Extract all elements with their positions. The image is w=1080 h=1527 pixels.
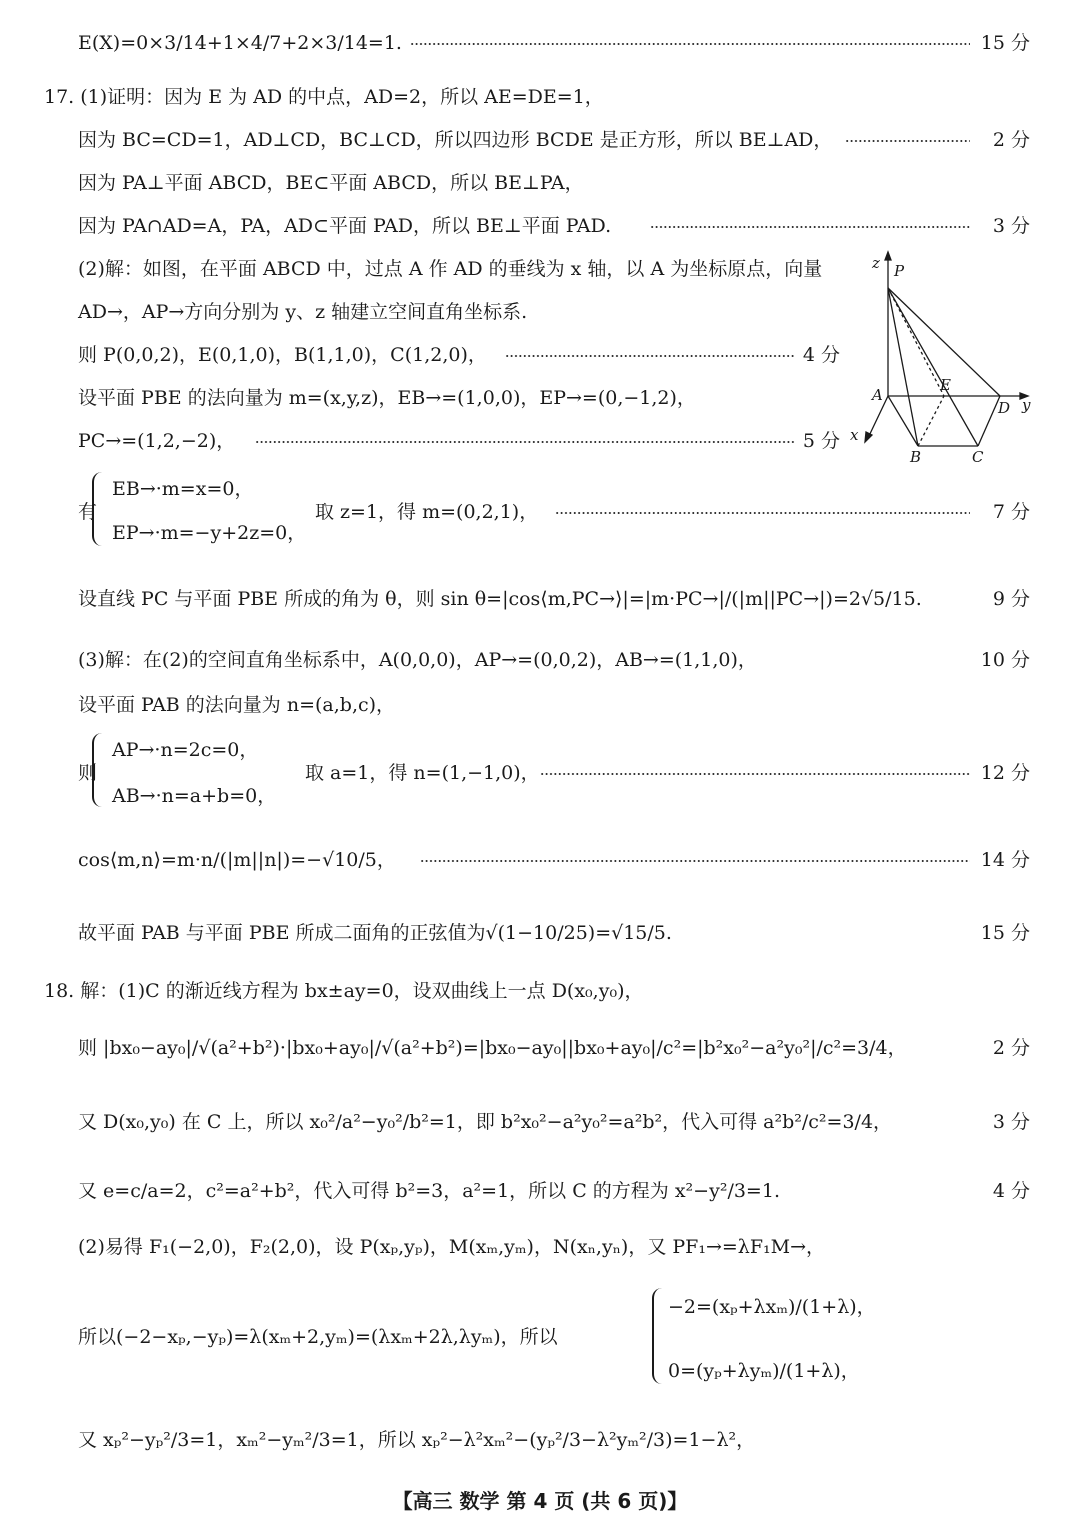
- leader-dots: [505, 355, 795, 357]
- brace: [92, 733, 108, 807]
- system-row: 0=(yₚ+λyₘ)/(1+λ)，: [668, 1360, 860, 1382]
- system-row: EB→·m=x=0，: [112, 478, 254, 500]
- edge-cd: [978, 396, 1000, 446]
- line-text: 17. (1)证明：因为 E 为 AD 的中点，AD=2，所以 AE=DE=1，: [44, 86, 604, 108]
- line-text: 取 a=1，得 n=(1,−1,0)，: [305, 762, 540, 784]
- score-label: 12 分: [980, 762, 1030, 784]
- line-text: PC→=(1,2,−2)，: [78, 430, 236, 452]
- system-prefix: 则: [78, 762, 98, 784]
- line-text: 设平面 PBE 的法向量为 m=(x,y,z)，EB→=(1,0,0)，EP→=(0,−1,2)，: [78, 387, 696, 409]
- leader-dots: [845, 140, 970, 142]
- edge-be: [918, 396, 944, 446]
- label-b: B: [910, 448, 922, 466]
- label-p: P: [894, 262, 905, 280]
- line-text: 因为 PA∩AD=A，PA，AD⊂平面 PAD，所以 BE⊥平面 PAD.: [78, 215, 612, 237]
- label-e: E: [940, 376, 951, 394]
- score-label: 7 分: [992, 501, 1030, 523]
- z-axis-arrow: [885, 252, 891, 260]
- line-text: AD→，AP→方向分别为 y、z 轴建立空间直角坐标系.: [78, 301, 528, 323]
- brace: [652, 1288, 668, 1384]
- edge-pc: [888, 288, 978, 446]
- leader-dots: [540, 773, 970, 775]
- label-c: C: [972, 448, 984, 466]
- leader-dots: [650, 226, 970, 228]
- score-label: 14 分: [980, 849, 1030, 871]
- leader-dots: [420, 860, 970, 862]
- line-text: 18. 解：(1)C 的渐近线方程为 bx±ay=0，设双曲线上一点 D(x₀,y₀)，: [44, 980, 644, 1002]
- label-d: D: [998, 399, 1011, 417]
- label-a: A: [872, 386, 883, 404]
- score-label: 4 分: [802, 344, 840, 366]
- system-row: AP→·n=2c=0，: [112, 739, 259, 761]
- leader-dots: [255, 441, 795, 443]
- score-label: 15 分: [980, 32, 1030, 54]
- line-text: 取 z=1，得 m=(0,2,1)，: [315, 501, 539, 523]
- line-text: 故平面 PAB 与平面 PBE 所成二面角的正弦值为√(1−10/25)=√15/5.: [78, 922, 672, 944]
- line-text: 又 D(x₀,y₀) 在 C 上，所以 x₀²/a²−y₀²/b²=1，即 b²x₀²−a²y₀²=a²b²，代入可得 a²b²/c²=3/4，: [78, 1111, 893, 1133]
- score-label: 10 分: [980, 649, 1030, 671]
- score-label: 3 分: [992, 215, 1030, 237]
- line-text: (2)解：如图，在平面 ABCD 中，过点 A 作 AD 的垂线为 x 轴，以 A 为坐标原点，向量: [78, 258, 823, 280]
- label-x: x: [850, 426, 859, 444]
- line-text: cos⟨m,n⟩=m·n/(|m||n|)=−√10/5，: [78, 849, 396, 871]
- x-axis-arrow: [865, 432, 872, 442]
- system-row: AB→·n=a+b=0，: [112, 785, 277, 807]
- line-text: 则 P(0,0,2)，E(0,1,0)，B(1,1,0)，C(1,2,0)，: [78, 344, 487, 366]
- system-row: EP→·m=−y+2z=0，: [112, 522, 307, 544]
- label-y: y: [1022, 396, 1031, 414]
- line-text: 因为 BC=CD=1，AD⊥CD，BC⊥CD，所以四边形 BCDE 是正方形，所以 BE⊥AD，: [78, 129, 833, 151]
- line-text: 又 e=c/a=2，c²=a²+b²，代入可得 b²=3，a²=1，所以 C 的方程为 x²−y²/3=1.: [78, 1180, 780, 1202]
- score-label: 2 分: [992, 129, 1030, 151]
- line-text: 又 xₚ²−yₚ²/3=1，xₘ²−yₘ²/3=1，所以 xₚ²−λ²xₘ²−(yₚ²/3−λ²yₘ²/3)=1−λ²，: [78, 1429, 756, 1451]
- line-text: (3)解：在(2)的空间直角坐标系中，A(0,0,0)，AP→=(0,0,2)，AB→=(1,1,0)，: [78, 649, 757, 671]
- score-label: 15 分: [980, 922, 1030, 944]
- pyramid-figure: [840, 248, 1040, 468]
- line-text: 则 |bx₀−ay₀|/√(a²+b²)·|bx₀+ay₀|/√(a²+b²)=|bx₀−ay₀||bx₀+ay₀|/c²=|b²x₀²−a²y₀²|/c²=3/4，: [78, 1037, 907, 1059]
- score-label: 2 分: [992, 1037, 1030, 1059]
- system-row: −2=(xₚ+λxₘ)/(1+λ)，: [668, 1296, 876, 1318]
- system-prefix: 有: [78, 501, 98, 523]
- score-label: 9 分: [992, 588, 1030, 610]
- score-label: 3 分: [992, 1111, 1030, 1133]
- edge-pe: [888, 288, 944, 396]
- brace: [92, 472, 108, 546]
- page-footer: 【高三 数学 第 4 页 (共 6 页)】: [392, 1489, 688, 1513]
- line-text: 设直线 PC 与平面 PBE 所成的角为 θ，则 sin θ=|cos⟨m,PC→⟩|=|m·PC→|/(|m||PC→|)=2√5/15.: [78, 588, 922, 610]
- label-z: z: [872, 254, 880, 272]
- line-text: (2)易得 F₁(−2,0)，F₂(2,0)，设 P(xₚ,yₚ)，M(xₘ,yₘ)，N(xₙ,yₙ)，又 PF₁→=λF₁M→，: [78, 1236, 826, 1258]
- leader-dots: [410, 43, 970, 45]
- score-label: 4 分: [992, 1180, 1030, 1202]
- line-text: 设平面 PAB 的法向量为 n=(a,b,c)，: [78, 694, 396, 716]
- line-text: 因为 PA⊥平面 ABCD，BE⊂平面 ABCD，所以 BE⊥PA，: [78, 172, 584, 194]
- line-text: 所以(−2−xₚ,−yₚ)=λ(xₘ+2,yₘ)=(λxₘ+2λ,λyₘ)，所以: [78, 1326, 558, 1348]
- score-label: 5 分: [802, 430, 840, 452]
- pyramid-diagram: [840, 248, 1040, 468]
- line-text: E(X)=0×3/14+1×4/7+2×3/14=1.: [78, 32, 402, 54]
- leader-dots: [555, 512, 970, 514]
